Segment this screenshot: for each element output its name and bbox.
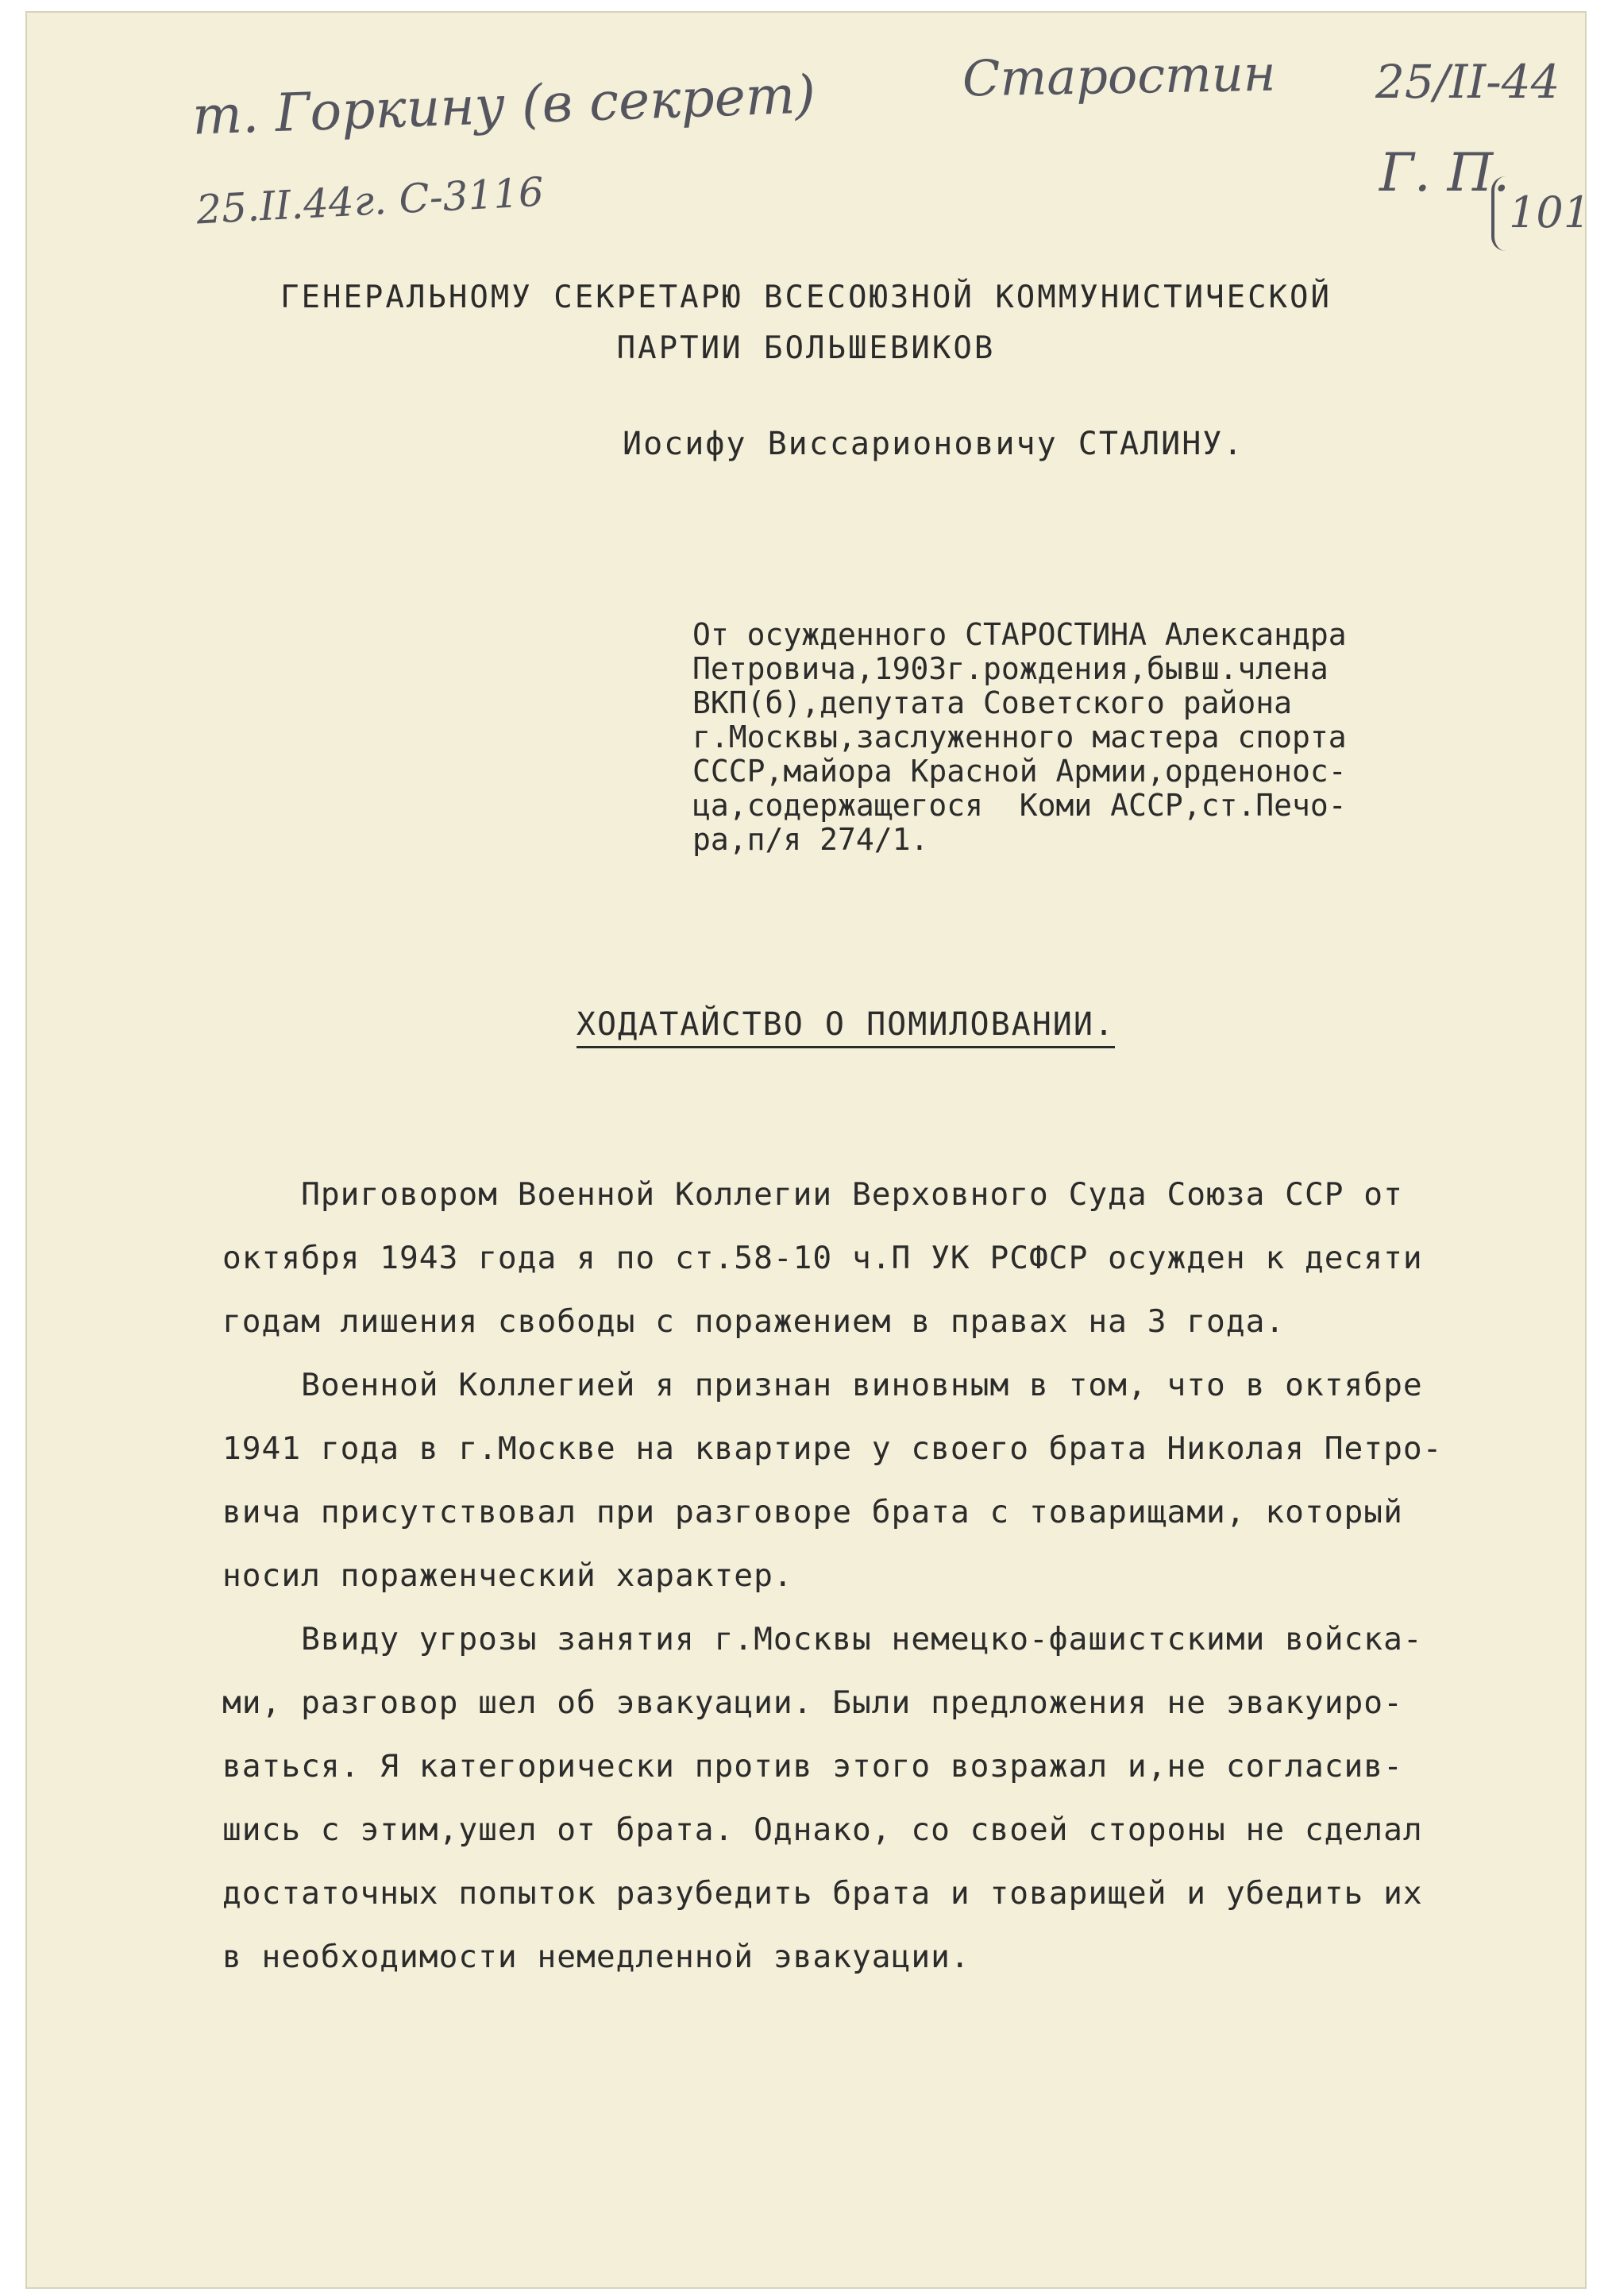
handwritten-note-recipient: т. Горкину (в секрет) [191, 64, 817, 147]
addressee-line-2: ПАРТИИ БОЛЬШЕВИКОВ [616, 330, 996, 366]
body-line: октября 1943 года я по ст.58-10 ч.П УК РСФСР осужден к десяти [222, 1240, 1423, 1276]
addressee-name: Иосифу Виссарионовичу СТАЛИНУ. [623, 426, 1244, 462]
body-line: 1941 года в г.Москве на квартире у своего брата Николая Петро- [222, 1430, 1443, 1467]
handwritten-mark: Г. П. [1379, 142, 1510, 203]
body-line: Военной Коллегией я признан виновным в том, что в октябре [222, 1367, 1423, 1403]
sender-block [692, 618, 1347, 857]
sender-line: ВКП(б),депутата Советского района [692, 685, 1292, 720]
body-line: Приговором Военной Коллегии Верховного Суда Союза ССР от [222, 1176, 1403, 1213]
sender-line: Петровича,1903г.рождения,бывш.члена [692, 651, 1329, 686]
body-text [222, 1163, 1442, 1989]
addressee-line-1: ГЕНЕРАЛЬНОМУ СЕКРЕТАРЮ ВСЕСОЮЗНОЙ КОММУНИСТИЧЕСКОЙ [280, 280, 1332, 315]
document-page [25, 11, 1591, 2289]
body-line: Ввиду угрозы занятия г.Москвы немецко-фашистскими войска- [222, 1621, 1423, 1657]
document-title: ХОДАТАЙСТВО О ПОМИЛОВАНИИ. [577, 1006, 1115, 1048]
body-line: ми, разговор шел об эвакуации. Были предложения не эвакуиро- [222, 1684, 1403, 1721]
body-line: в необходимости немедленной эвакуации. [222, 1939, 970, 1975]
folio-number: 101 [1509, 187, 1591, 237]
body-line: ваться. Я категорически против этого возражал и,не согласив- [222, 1748, 1403, 1785]
handwritten-signature-name: Старостин [962, 44, 1277, 108]
body-line: годам лишения свободы с поражением в правах на 3 года. [222, 1303, 1286, 1340]
document-title-row [25, 1006, 1587, 1043]
body-line: вича присутствовал при разговоре брата с товарищами, который [222, 1494, 1403, 1530]
sender-line: г.Москвы,заслуженного мастера спорта [692, 720, 1347, 754]
sender-line: ца,содержащегося Коми АССР,ст.Печо- [692, 788, 1347, 823]
body-line: достаточных попыток разубедить брата и товарищей и убедить их [222, 1875, 1423, 1912]
sender-line: ра,п/я 274/1. [692, 822, 929, 857]
handwritten-date: 25/II-44 [1375, 55, 1560, 109]
sender-line: От осужденного СТАРОСТИНА Александра [692, 617, 1347, 652]
body-line: шись с этим,ушел от брата. Однако, со своей стороны не сделал [222, 1812, 1423, 1848]
handwritten-note-registration: 25.II.44г. С-3116 [195, 168, 546, 233]
sender-line: СССР,майора Красной Армии,орденонос- [692, 754, 1347, 789]
body-line: носил пораженческий характер. [222, 1557, 793, 1594]
